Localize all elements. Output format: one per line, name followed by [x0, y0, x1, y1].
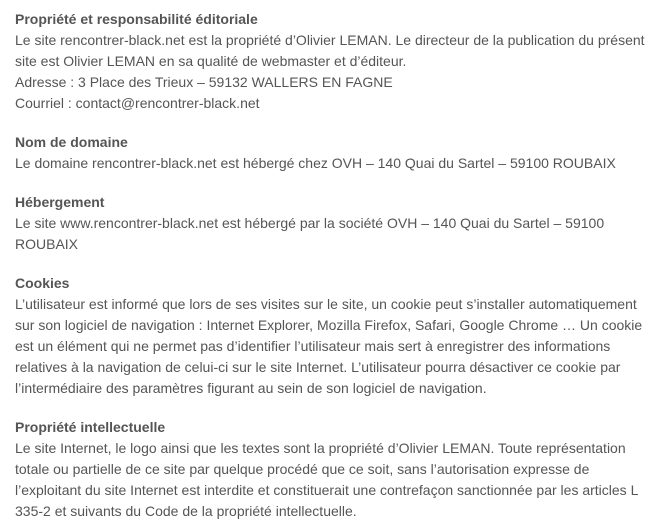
section-title: Nom de domaine: [15, 134, 128, 150]
email-line: Courriel : contact@rencontrer-black.net: [15, 95, 260, 111]
section-domain: [15, 132, 650, 174]
paragraph-line: l’intermédiaire des paramètres figurant au sein de son logiciel de navigation.: [15, 380, 487, 396]
paragraph-line: ROUBAIX: [15, 236, 79, 252]
section-editorial: [15, 9, 650, 114]
paragraph-line: relatives à la navigation de celui-ci sur le site Internet. L’utilisateur pourra désactiver ce cookie par: [15, 359, 621, 375]
paragraph-line: totale ou partielle de ce site par quelque procédé que ce soit, sans l’autorisation expresse de: [15, 461, 590, 477]
paragraph-line: 335-2 et suivants du Code de la propriété intellectuelle.: [15, 503, 357, 519]
section-hosting: [15, 192, 650, 255]
section-title: Propriété et responsabilité éditoriale: [15, 11, 258, 27]
address-line: Adresse : 3 Place des Trieux – 59132 WALLERS EN FAGNE: [15, 74, 393, 90]
section-intellectual-property: [15, 417, 650, 522]
paragraph-line: est un élément qui ne permet pas d’identifier l’utilisateur mais sert à enregistrer des informations: [15, 338, 611, 354]
paragraph-line: Le site rencontrer-black.net est la propriété d’Olivier LEMAN. Le directeur de la publication du présent: [15, 32, 645, 48]
section-cookies: [15, 273, 650, 399]
paragraph-line: site est Olivier LEMAN en sa qualité de webmaster et d’éditeur.: [15, 53, 407, 69]
paragraph-line: sur son logiciel de navigation : Internet Explorer, Mozilla Firefox, Safari, Google Chrome … Un cookie: [15, 317, 643, 333]
section-title: Propriété intellectuelle: [15, 419, 166, 435]
paragraph-line: Le site Internet, le logo ainsi que les textes sont la propriété d’Olivier LEMAN. Toute représentation: [15, 440, 626, 456]
section-title: Hébergement: [15, 194, 105, 210]
section-title: Cookies: [15, 275, 70, 291]
paragraph-line: Le domaine rencontrer-black.net est hébergé chez OVH – 140 Quai du Sartel – 59100 ROUBAIX: [15, 155, 616, 171]
paragraph-line: Le site www.rencontrer-black.net est hébergé par la société OVH – 140 Quai du Sartel – 59100: [15, 215, 605, 231]
paragraph-line: l’exploitant du site Internet est interdite et constituerait une contrefaçon sanctionnée par les articles L: [15, 482, 639, 498]
paragraph-line: L’utilisateur est informé que lors de ses visites sur le site, un cookie peut s’installer automatiquement: [15, 296, 637, 312]
